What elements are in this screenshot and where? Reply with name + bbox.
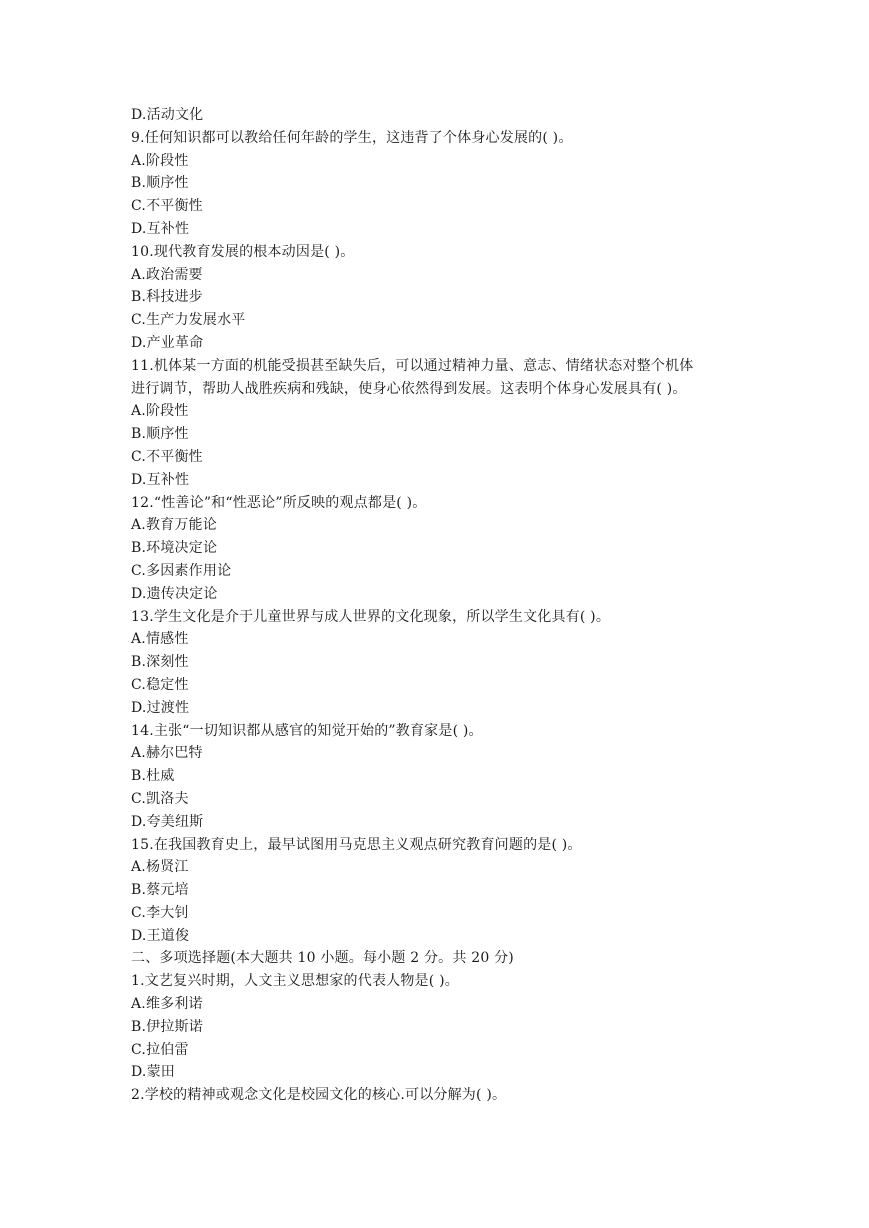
option-line: C.不平衡性 (131, 448, 203, 465)
question-15: 15.在我国教育史上，最早试图用马克思主义观点研究教育问题的是( )。 (131, 836, 582, 853)
option-line: C.李大钊 (131, 904, 189, 921)
option-line: A.教育万能论 (131, 517, 217, 534)
option-line: D.过渡性 (131, 699, 190, 716)
option-line: B.杜威 (131, 768, 175, 785)
question-11: 11.机体某一方面的机能受损甚至缺失后，可以通过精神力量、意志、情绪状态对整个机体 (131, 357, 694, 374)
option-line: A.维多利诺 (131, 996, 203, 1013)
option-line: C.稳定性 (131, 676, 189, 693)
option-line: D.产业革命 (131, 334, 204, 351)
option-line: D.遗传决定论 (131, 585, 218, 602)
question-14: 14.主张“一切知识都从感官的知觉开始的”教育家是( )。 (131, 722, 483, 739)
question-13: 13.学生文化是介于儿童世界与成人世界的文化现象，所以学生文化具有( )。 (131, 608, 611, 625)
option-line: A.杨贤江 (131, 859, 189, 876)
option-line: B.蔡元培 (131, 882, 189, 899)
question-10: 10.现代教育发展的根本动因是( )。 (131, 243, 355, 260)
option-line: B.顺序性 (131, 426, 189, 443)
option-line: C.不平衡性 (131, 198, 203, 215)
option-line: A.阶段性 (131, 152, 189, 169)
option-line: D.互补性 (131, 471, 190, 488)
option-line: D.王道俊 (131, 927, 190, 944)
option-line: A.阶段性 (131, 403, 189, 420)
option-line: C.凯洛夫 (131, 790, 189, 807)
question-12: 12.“性善论”和“性恶论”所反映的观点都是( )。 (131, 494, 427, 511)
multi-question-1: 1.文艺复兴时期，人文主义思想家的代表人物是( )。 (131, 973, 459, 990)
multi-question-2: 2.学校的精神或观念文化是校园文化的核心.可以分解为( )。 (131, 1087, 507, 1104)
option-line: C.拉伯雷 (131, 1041, 189, 1058)
option-line: A.情感性 (131, 631, 189, 648)
option-line: D.活动文化 (131, 107, 204, 123)
option-line: B.科技进步 (131, 289, 203, 306)
option-line: D.夸美纽斯 (131, 813, 204, 830)
option-line: A.赫尔巴特 (131, 745, 203, 762)
question-9: 9.任何知识都可以教给任何年龄的学生，这违背了个体身心发展的( )。 (131, 129, 573, 146)
document-body (131, 104, 851, 1107)
option-line: D.蒙田 (131, 1064, 175, 1081)
option-line: B.深刻性 (131, 654, 189, 671)
question-11-continued: 进行调节，帮助人战胜疾病和残缺，使身心依然得到发展。这表明个体身心发展具有( )。 (131, 380, 687, 397)
option-line: C.生产力发展水平 (131, 312, 246, 329)
section-heading: 二、多项选择题(本大题共 10 小题。每小题 2 分。共 20 分) (131, 950, 514, 967)
option-line: B.伊拉斯诺 (131, 1018, 203, 1035)
option-line: A.政治需要 (131, 266, 203, 283)
option-line: C.多因素作用论 (131, 562, 232, 579)
option-line: B.顺序性 (131, 175, 189, 192)
option-line: B.环境决定论 (131, 540, 218, 557)
option-line: D.互补性 (131, 220, 190, 237)
